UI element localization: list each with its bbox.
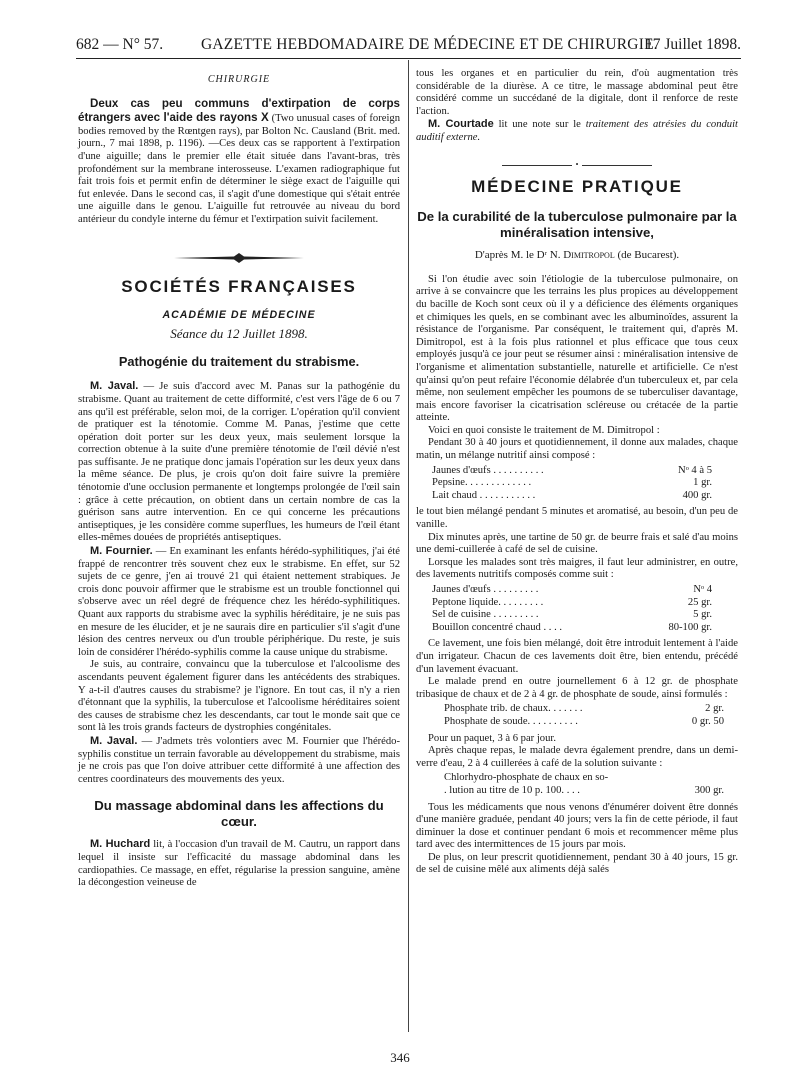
formula-row: . lution au titre de 10 p. 100. . . . 300 gr. bbox=[444, 784, 724, 796]
body-paragraph: Ce lavement, une fois bien mélangé, doit être introduit lentement à l'aide d'un irrigateur. Chacun de ces lavements doit être, bien entendu, précédé d'un lavement évacuant. bbox=[416, 638, 738, 675]
massage-title: Du massage abdominal dans les affections du cœur. bbox=[94, 798, 384, 830]
body-paragraph: Voici en quoi consiste le traitement de M. Dimitropol : bbox=[428, 424, 660, 436]
star-icon: • bbox=[575, 160, 579, 170]
folio-number: 346 bbox=[390, 1050, 410, 1065]
fleuron-ornament bbox=[78, 243, 400, 273]
byline: D'après M. le Dʳ N. Dimitropol (de Bucarest). bbox=[474, 249, 680, 262]
courtade-paragraph: M. Courtade lit une note sur le traitement des atrésies du conduit auditif externe. bbox=[416, 118, 738, 143]
speaker-name: M. Javal. bbox=[90, 380, 139, 393]
formula-row: Peptone liquide. . . . . . . . . 25 gr. bbox=[432, 596, 712, 608]
huchard-paragraph: M. Huchard lit, à l'occasion d'un travail de M. Cautru, un rapport dans lequel il insiste sur l'efficacité du massage abdominal dans les cardiopathies. Ce massage, en effet, régularise la pression sanguine, amène la décongestion veineuse de bbox=[78, 838, 400, 889]
body-paragraph: De plus, on leur prescrit quotidiennement, pendant 30 à 40 jours, 15 gr. de sel de cuisine mêlé aux aliments déjà salés bbox=[416, 851, 738, 876]
tuberculose-title: De la curabilité de la tuberculose pulmonaire par la minéralisation intensive, bbox=[417, 209, 737, 241]
formula-row: Phosphate de soude. . . . . . . . . . 0 gr. 50 bbox=[444, 715, 724, 727]
seance-date: Séance du 12 Juillet 1898. bbox=[170, 325, 308, 341]
strabisme-title: Pathogénie du traitement du strabisme. bbox=[118, 354, 360, 370]
body-paragraph: Pour un paquet, 3 à 6 par jour. bbox=[428, 732, 556, 744]
formula-table-2 bbox=[432, 584, 712, 634]
academie-heading: ACADÉMIE DE MÉDECINE bbox=[162, 309, 316, 322]
body-paragraph: Après chaque repas, le malade devra également prendre, dans un demi-verre d'eau, 2 à 4 cuillerées à café de la solution suivante : bbox=[416, 745, 738, 769]
speaker-name: M. Javal. bbox=[90, 734, 138, 747]
body-paragraph: Si l'on étudie avec soin l'étiologie de la tuberculose pulmonaire, on arrive à se convaincre que les terrains les plus propices au développement du bacille de Koch sont ceux où il y a déficience des éléments organiques et chimiques les quels, en se combinant avec les albuminoïdes, assurent la résistance de l'organisme. Par conséquent, le traitement qui, d'après M. Dimitropol, est à la fois plus rationnel et plus efficace que tous ceux employés jusqu'à ce jour peut se résumer ainsi : minéralisation intensive de l'organisme et alimentation substantielle, naturelle et artificielle. Ce n'est qu'ainsi qu'on peut refaire l'économie délabrée d'un tuberculeux et, par cela même, non seulement empêcher les poumons de se tuberculiser davantage, mais encore favoriser la cicatrisation scléreuse ou crétacée de la partie atteinte. bbox=[416, 273, 738, 424]
formula-row: Phosphate trib. de chaux. . . . . . . 2 gr. bbox=[444, 703, 724, 715]
speaker-name: M. Fournier. bbox=[90, 545, 153, 558]
formula-table-3 bbox=[444, 703, 724, 728]
societes-heading: SOCIÉTÉS FRANÇAISES bbox=[121, 276, 357, 296]
section-separator bbox=[416, 153, 738, 179]
formula-table-4 bbox=[444, 772, 724, 797]
javal-paragraph: M. Javal. — Je suis d'accord avec M. Panas sur la pathogénie du strabisme. Quant au traitement de cette difformité, c'est vers l'âge de 6 ou 7 ans qu'il est préférable, selon moi, de la corriger. L'opération qu'il convient de pratiquer est la ténotomie. Comme M. Panas, j'estime que cette opération doit porter sur les deux yeux, mais seulement lorsque la correction obtenue à la suite d'une première ténotomie de l'œil dévié n'est pas suffisante. Je ne pratique donc jamais l'opération sur les deux yeux dans la même séance. De plus, je crois qu'on doit faire suivre la première ténotomie d'une occlusion permanente et longtemps prolongée de l'œil sain : grâce à cette précaution, on obtient dans un certain nombre de cas la guérison sans autre intervention. En ce qui concerne les précautions antiseptiques, je les considère comme superflues, les humeurs de l'œil étant elles-mêmes douées de propriétés antiseptiques. bbox=[78, 380, 400, 544]
running-head bbox=[76, 36, 741, 56]
chirurgie-paragraph bbox=[78, 97, 400, 227]
chirurgie-body: (Two unusual cases of foreign bodies removed by the Rœntgen rays), par Bolton Nc. Causland (Brit. med. journ., 7 mai 1898, p. 1196). —Ces deux cas se rapportent à l'extirpation d'une aiguille; dans le premier elle était située dans l'avant-bras, très profondément sur la membrane interosseuse. L'examen radiographique fut fait trois fois et permit enfin de déterminer le siège exact de l'aiguille qui fut enlevée. Dans le second cas, il s'agit d'une domestique qui s'était entrée une aiguille dans le genou. L'aiguille fut retrouvée au niveau du bord antérieur du condyle interne du fémur et l'extirpation suivit facilement. bbox=[78, 113, 400, 225]
formula-row: Pepsine. . . . . . . . . . . . . 1 gr. bbox=[432, 477, 712, 489]
column-divider bbox=[408, 60, 409, 1032]
body-paragraph: Le malade prend en outre journellement 6 à 12 gr. de phosphate tribasique de chaux et de 2 à 4 gr. de phosphate de soude, ainsi formulés : bbox=[416, 676, 738, 700]
fournier-paragraph-2: Je suis, au contraire, convaincu que la tuberculose et l'alcoolisme des ascendants peuvent également figurer dans les antécédents des strabiques. Y a-t-il d'autres causes du strabisme? je l'ignore. En tout cas, il n'y a rien d'étonnant que la syphilis, la tuberculose et l'alcoolisme héréditaires soient des causes de strabisme chez les descendants, car tout le monde sait que ce sont là les trois grands facteurs de dystrophies congénitales. bbox=[78, 659, 400, 734]
medecine-pratique-heading: MÉDECINE PRATIQUE bbox=[471, 176, 683, 196]
right-column bbox=[416, 68, 738, 877]
issue-date: 17 Juillet 1898. bbox=[644, 36, 741, 53]
fleuron-icon bbox=[174, 253, 304, 263]
fournier-paragraph: M. Fournier. — En examinant les enfants hérédo-syphilitiques, j'ai été frappé de rencontrer très souvent chez eux le strabisme. En effet, sur 52 sujets de ce genre, j'en ai trouvé 21 qui étaient nettement strabiques. Je crois donc pouvoir affirmer que le strabisme est un trouble fonctionnel qui s'observe avec un réel degré de fréquence chez les hérédo-syphilitiques. Quant aux rapports du strabisme avec la syphilis héréditaire, je ne suis pas en mesure de les élucider, et je ne saurais dire en particulier s'il s'agit d'une lésion des centres nerveux ou d'un trouble périphérique. Du reste, je suis loin de considérer l'hérédo-syphilis comme la cause unique du strabisme. bbox=[78, 545, 400, 658]
speaker-name: M. Huchard bbox=[90, 838, 151, 851]
formula-row: Sel de cuisine . . . . . . . . . 5 gr. bbox=[432, 609, 712, 621]
speaker-name: M. Courtade bbox=[428, 118, 494, 131]
body-paragraph: le tout bien mélangé pendant 5 minutes et aromatisé, au besoin, d'un peu de vanille. bbox=[416, 506, 738, 531]
chirurgie-label: CHIRURGIE bbox=[207, 74, 271, 85]
page-number: 682 — N° 57. bbox=[76, 36, 164, 53]
journal-title: GAZETTE HEBDOMADAIRE DE MÉDECINE ET DE CHIRURGIE. bbox=[201, 36, 658, 53]
formula-row: Jaunes d'œufs . . . . . . . . . . Nᵒ 4 à 5 bbox=[432, 464, 712, 476]
header-rule bbox=[76, 58, 741, 59]
body-paragraph: Dix minutes après, une tartine de 50 gr. de beurre frais et salé d'au moins une demi-cuillerée à café de sel de cuisine. bbox=[416, 531, 738, 556]
body-paragraph: Pendant 30 à 40 jours et quotidiennement, il donne aux malades, chaque matin, un mélange nutritif ainsi composé : bbox=[416, 437, 738, 462]
continuation-paragraph: tous les organes et en particulier du rein, d'où augmentation très considérable de la diurèse. A ce titre, le massage abdominal peut être considéré comme un succédané de la digitale, dont il renforce de reste l'action. bbox=[416, 68, 738, 117]
javal-reply-paragraph: M. Javal. — J'admets très volontiers avec M. Fournier que l'hérédo-syphilis constitue un terrain favorable au développement du strabisme, mais je ne crois pas que l'on doive attribuer cette difformité à une affection des centres coordinateurs des mouvements des yeux. bbox=[78, 734, 400, 785]
formula-row: Chlorhydro-phosphate de chaux en so- bbox=[444, 772, 609, 784]
formula-table-1 bbox=[432, 465, 712, 503]
formula-row: Jaunes d'œufs . . . . . . . . . Nᵒ 4 bbox=[432, 584, 712, 595]
body-paragraph: Tous les médicaments que nous venons d'énumérer doivent être donnés d'une manière graduée, pendant 40 jours; vers la fin de cette période, il faut diminuer la dose et continuer pendant 6 mois et recommencer même plus tard avec des intermittences de 15 jours par mois. bbox=[416, 801, 738, 851]
left-column bbox=[78, 68, 400, 890]
body-paragraph: Lorsque les malades sont très maigres, il faut leur administrer, en outre, des lavements nutritifs composés comme suit : bbox=[416, 556, 738, 581]
chirurgie-title: Deux cas peu communs d'extirpation de corps étrangers avec l'aide des rayons X bbox=[78, 96, 400, 125]
formula-row: Lait chaud . . . . . . . . . . . 400 gr. bbox=[432, 489, 712, 501]
formula-row: Bouillon concentré chaud . . . . 80-100 gr. bbox=[432, 621, 712, 633]
